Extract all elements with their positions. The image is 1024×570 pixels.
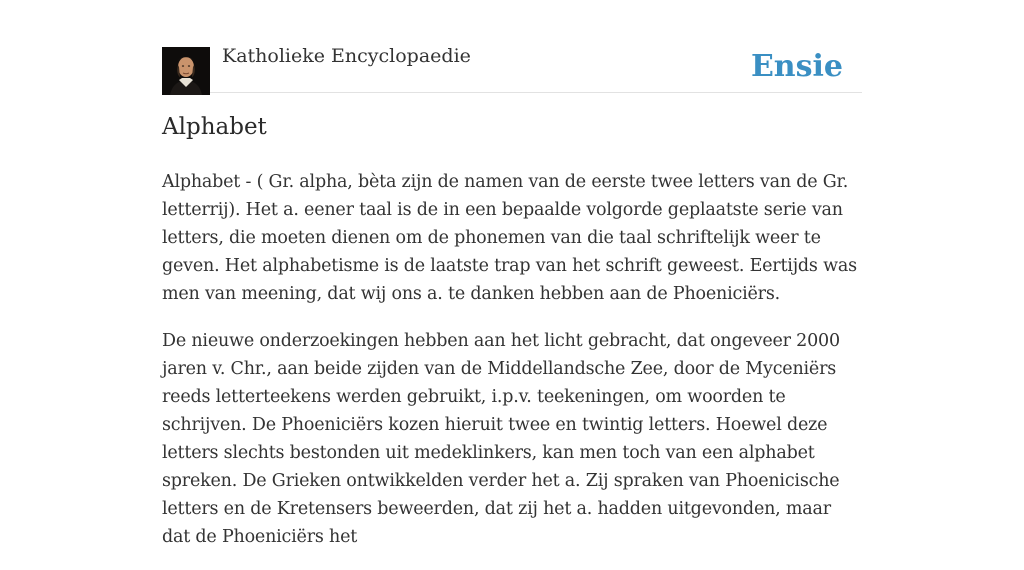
- portrait-avatar-icon[interactable]: [162, 47, 210, 95]
- article-paragraph: Alphabet - ( Gr. alpha, bèta zijn de namen van de eerste twee letters van de Gr. letterrij). Het a. eener taal is de in een bepaalde volgorde geplaatste serie van letters, die moeten dienen om de phonemen van die taal schriftelijk weer te geven. Het alphabetisme is de laatste trap van het schrift geweest. Eertijds was men van meening, dat wij ons a. te danken hebben aan de Phoeniciërs.: [162, 172, 857, 304]
- header: [162, 44, 862, 93]
- article-body: [162, 168, 862, 570]
- article-paragraph: De nieuwe onderzoekingen hebben aan het licht gebracht, dat ongeveer 2000 jaren v. Chr., aan beide zijden van de Middellandsche Zee, door de Myceniërs reeds letterteekens werden gebruikt, i.p.v. teekeningen, om woorden te schrijven. De Phoeniciërs kozen hieruit twee en twintig letters. Hoewel deze letters slechts bestonden uit medeklinkers, kan men toch van een alphabet spreken. De Grieken ontwikkelden verder het a. Zij spraken van Phoenicische letters en de Kretensers beweerden, dat zij het a. hadden uitgevonden, maar dat de Phoeniciërs het: [162, 331, 840, 547]
- source-name[interactable]: Katholieke Encyclopaedie: [222, 45, 471, 67]
- ensie-logo-link[interactable]: Ensie: [750, 49, 843, 84]
- article-title: Alphabet: [162, 114, 267, 140]
